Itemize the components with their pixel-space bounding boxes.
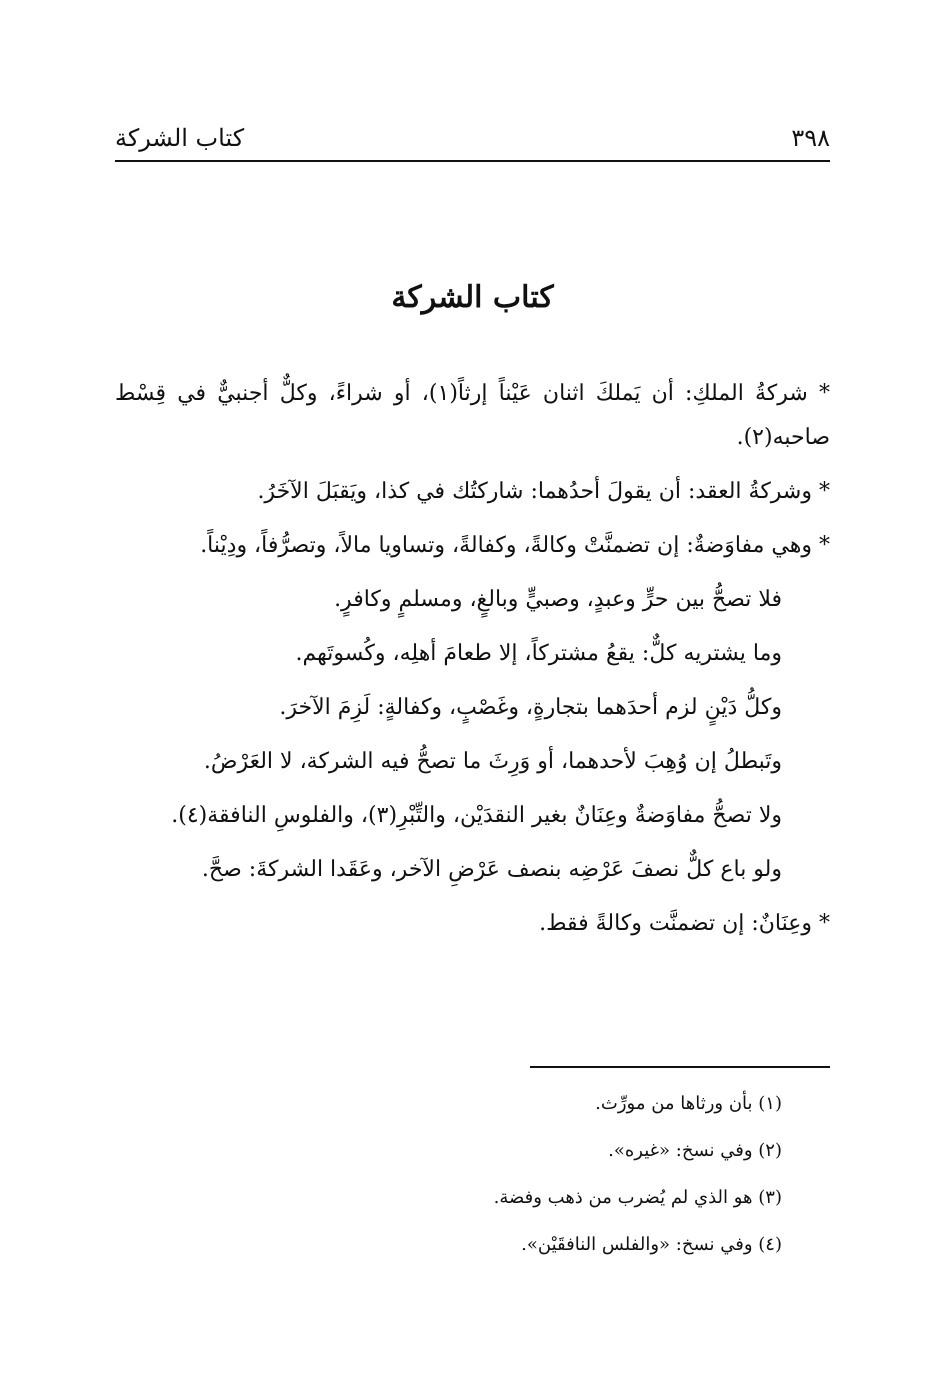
running-title: كتاب الشركة [115,124,245,152]
body-text [115,372,830,956]
footnote-3: (٣) هو الذي لم يُضرب من ذهب وفضة. [493,1187,782,1208]
paragraph-exchange: ولو باع كلٌّ نصفَ عَرْضِه بنصف عَرْضِ الآخر، وعَقَدا الشركةَ: صحَّ. [201,857,782,882]
chapter-title: كتاب الشركة [391,280,554,315]
footnote-rule [530,1066,830,1068]
header-rule [115,160,830,162]
paragraph-shirkat-al-milk: * شركةُ الملكِ: أن يَملكَ اثنان عَيْناً إرثاً(١)، أو شراءً، وكلٌّ أجنبيٌّ في قِسْط صاحبه(٢). [115,381,830,450]
footnote-4: (٤) وفي نسخ: «والفلس النافقَيْن». [521,1234,782,1255]
running-header [115,118,830,158]
footnote-1: (١) بأن ورثاها من مورِّث. [595,1093,782,1114]
paragraph-inan: * وعِنَانٌ: إن تضمنَّت وكالةً فقط. [539,911,830,936]
page-number: ٣٩٨ [791,124,830,152]
paragraph-invalidation: وتَبطلُ إن وُهِبَ لأحدهما، أو وَرِثَ ما تصحُّ فيه الشركة، لا العَرْضُ. [203,749,782,774]
paragraph-shirkat-al-aqd: * وشركةُ العقد: أن يقولَ أحدُهما: شاركتُك في كذا، ويَقبَلَ الآخَرُ. [257,479,830,504]
paragraph-currency: ولا تصحُّ مفاوَضةٌ وعِنَانٌ بغير النقدَيْن، والتِّبْرِ(٣)، والفلوسِ النافقة(٤). [171,803,782,828]
paragraph-mufawada: * وهي مفاوَضةٌ: إن تضمنَّتْ وكالةً، وكفالةً، وتساويا مالاً، وتصرُّفاً، ودِيْناً. [200,533,830,558]
footnote-2: (٢) وفي نسخ: «غيره». [608,1140,782,1161]
paragraph-purchases: وما يشتريه كلٌّ: يقعُ مشتركاً، إلا طعامَ أهلِه، وكُسوتَهم. [295,641,782,666]
paragraph-debts: وكلُّ دَيْنٍ لزم أحدَهما بتجارةٍ، وغَصْبٍ، وكفالةٍ: لَزِمَ الآخرَ. [279,695,782,720]
paragraph-conditions: فلا تصحُّ بين حرٍّ وعبدٍ، وصبيٍّ وبالغٍ، ومسلمٍ وكافرٍ. [334,587,782,612]
footnotes [115,1080,830,1268]
